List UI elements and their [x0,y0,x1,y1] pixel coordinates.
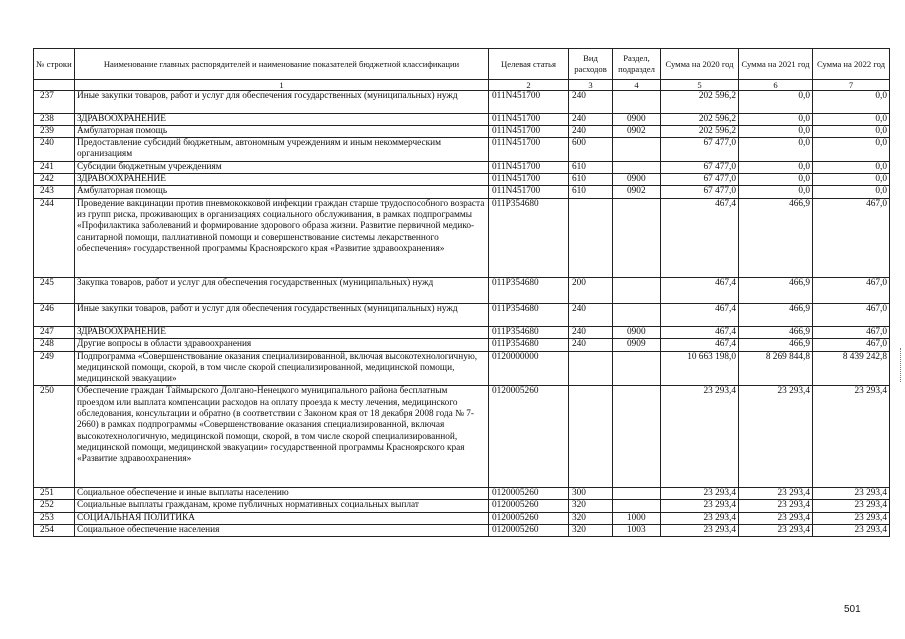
row-section [613,198,661,277]
table-row [34,512,890,524]
row-sum-2020: 467,4 [661,326,739,338]
row-sum-2022: 0,0 [813,91,890,114]
header-sum-2021: Сумма на 2021 год [739,49,813,80]
table-row [34,339,890,351]
row-number: 251 [34,488,75,500]
row-target-article: 0120000000 [489,351,569,386]
row-number: 254 [34,525,75,537]
row-number: 252 [34,500,75,512]
row-expense-type: 240 [569,326,613,338]
row-number: 238 [34,113,75,125]
row-target-article: 0120005260 [489,525,569,537]
row-section [613,386,661,488]
row-target-article: 0120005260 [489,512,569,524]
row-sum-2022: 8 439 242,8 [813,351,890,386]
row-sum-2021: 8 269 844,8 [739,351,813,386]
row-name: Подпрограмма «Совершенствование оказания специализированной, включая высокотехнологичную, медицинской помощи, скорой, в том числе скорой специализированной, медицинской помощи, медицинской эвакуации» [75,351,489,386]
row-sum-2022: 467,0 [813,326,890,338]
row-sum-2020: 23 293,4 [661,386,739,488]
row-sum-2021: 0,0 [739,138,813,162]
row-expense-type: 200 [569,277,613,304]
table-row [34,525,890,537]
row-target-article: 011N451700 [489,174,569,186]
row-sum-2021: 0,0 [739,174,813,186]
row-sum-2021: 0,0 [739,91,813,114]
row-target-article: 011N451700 [489,113,569,125]
row-sum-2020: 23 293,4 [661,500,739,512]
row-target-article: 011N451700 [489,91,569,114]
row-sum-2022: 23 293,4 [813,525,890,537]
table-header [34,49,890,91]
table-row [34,326,890,338]
row-number: 237 [34,91,75,114]
row-name: Проведение вакцинации против пневмококковой инфекции граждан старше трудоспособного возраста из групп риска, проживающих в организациях социального обслуживания, в рамках подпрограммы «Профилактика заболеваний и формирование здорового образа жизни. Развитие первичной медико-санитарной помощи, паллиативной помощи и совершенствование системы лекарственного обеспечения» государственной программы Красноярского края «Развитие здравоохранения» [75,198,489,277]
row-name: Социальные выплаты гражданам, кроме публичных нормативных социальных выплат [75,500,489,512]
row-number: 250 [34,386,75,488]
row-sum-2022: 0,0 [813,125,890,137]
row-section: 1000 [613,512,661,524]
header-row-number: № строки [34,49,75,80]
row-sum-2022: 0,0 [813,174,890,186]
row-sum-2020: 467,4 [661,339,739,351]
table-row [34,91,890,114]
row-section [613,138,661,162]
scan-edge-mark [900,348,902,382]
row-expense-type: 240 [569,125,613,137]
row-number: 242 [34,174,75,186]
row-target-article: 0120005260 [489,500,569,512]
table-row [34,186,890,198]
row-expense-type: 610 [569,174,613,186]
row-sum-2022: 23 293,4 [813,386,890,488]
row-number: 239 [34,125,75,137]
row-target-article: 011N451700 [489,125,569,137]
row-sum-2020: 67 477,0 [661,174,739,186]
row-sum-2020: 202 596,2 [661,113,739,125]
row-section [613,91,661,114]
table-row [34,113,890,125]
row-number: 249 [34,351,75,386]
row-expense-type [569,351,613,386]
header-col-number: 1 [75,80,489,91]
row-expense-type: 300 [569,488,613,500]
row-name: ЗДРАВООХРАНЕНИЕ [75,326,489,338]
row-expense-type: 600 [569,138,613,162]
row-name: Амбулаторная помощь [75,125,489,137]
row-sum-2020: 202 596,2 [661,125,739,137]
row-expense-type: 320 [569,500,613,512]
row-name: Другие вопросы в области здравоохранения [75,339,489,351]
row-number: 244 [34,198,75,277]
row-number: 243 [34,186,75,198]
row-expense-type: 610 [569,186,613,198]
row-sum-2020: 467,4 [661,277,739,304]
row-number: 247 [34,326,75,338]
row-target-article: 0120005260 [489,386,569,488]
row-number: 248 [34,339,75,351]
row-name: Предоставление субсидий бюджетным, автономным учреждениям и иным некоммерческим организациям [75,138,489,162]
row-section: 0900 [613,113,661,125]
row-expense-type [569,198,613,277]
header-col-number: 7 [813,80,890,91]
row-sum-2021: 466,9 [739,326,813,338]
table-row [34,161,890,173]
row-name: Обеспечение граждан Таймырского Долгано-Ненецкого муниципального района бесплатным проездом или выплата компенсации расходов на оплату проезда к месту лечения, медицинского обследования, консультации и обратно (в соответствии с Законом края от 18 декабря 2008 года № 7-2660) в рамках подпрограммы «Совершенствование оказания специализированной, включая высокотехнологичную, медицинской помощи, скорой, в том числе скорой специализированной, медицинской помощи, медицинской эвакуации» государственной программы Красноярского края «Развитие здравоохранения» [75,386,489,488]
row-section [613,304,661,327]
row-sum-2022: 23 293,4 [813,488,890,500]
row-name: Социальное обеспечение населения [75,525,489,537]
row-sum-2021: 23 293,4 [739,525,813,537]
row-expense-type: 240 [569,339,613,351]
header-col-number-blank [34,80,75,91]
row-sum-2020: 10 663 198,0 [661,351,739,386]
row-sum-2021: 23 293,4 [739,500,813,512]
table-row [34,125,890,137]
row-number: 245 [34,277,75,304]
row-expense-type: 610 [569,161,613,173]
row-sum-2020: 23 293,4 [661,525,739,537]
row-expense-type: 320 [569,512,613,524]
header-sum-2020: Сумма на 2020 год [661,49,739,80]
row-name: СОЦИАЛЬНАЯ ПОЛИТИКА [75,512,489,524]
row-name: Субсидии бюджетным учреждениям [75,161,489,173]
row-sum-2021: 0,0 [739,186,813,198]
table-row [34,386,890,488]
row-sum-2020: 67 477,0 [661,138,739,162]
header-sum-2022: Сумма на 2022 год [813,49,890,80]
row-target-article: 011P354680 [489,198,569,277]
row-sum-2022: 0,0 [813,138,890,162]
header-col-number: 3 [569,80,613,91]
page-number: 501 [844,604,861,615]
table-row [34,488,890,500]
row-name: Амбулаторная помощь [75,186,489,198]
row-sum-2021: 0,0 [739,161,813,173]
row-section [613,500,661,512]
row-section: 0902 [613,186,661,198]
row-sum-2021: 0,0 [739,125,813,137]
row-sum-2021: 466,9 [739,277,813,304]
row-sum-2020: 23 293,4 [661,512,739,524]
row-expense-type: 320 [569,525,613,537]
budget-table [33,48,890,537]
row-section: 0900 [613,326,661,338]
row-expense-type: 240 [569,91,613,114]
row-section: 1003 [613,525,661,537]
row-number: 246 [34,304,75,327]
table-row [34,138,890,162]
row-sum-2022: 0,0 [813,113,890,125]
row-target-article: 011P354680 [489,326,569,338]
row-section [613,488,661,500]
row-sum-2022: 467,0 [813,339,890,351]
row-name: Закупка товаров, работ и услуг для обеспечения государственных (муниципальных) нужд [75,277,489,304]
row-expense-type: 240 [569,113,613,125]
header-col-number: 5 [661,80,739,91]
row-sum-2022: 467,0 [813,304,890,327]
row-section: 0902 [613,125,661,137]
row-sum-2022: 467,0 [813,277,890,304]
row-target-article: 011N451700 [489,186,569,198]
row-expense-type [569,386,613,488]
table-row [34,198,890,277]
table-row [34,500,890,512]
row-sum-2020: 67 477,0 [661,186,739,198]
row-section [613,161,661,173]
header-col-number: 4 [613,80,661,91]
row-sum-2021: 466,9 [739,339,813,351]
row-number: 240 [34,138,75,162]
row-sum-2020: 67 477,0 [661,161,739,173]
header-col-number: 6 [739,80,813,91]
row-section [613,351,661,386]
row-expense-type: 240 [569,304,613,327]
row-name: ЗДРАВООХРАНЕНИЕ [75,174,489,186]
row-number: 241 [34,161,75,173]
row-section: 0900 [613,174,661,186]
row-sum-2022: 23 293,4 [813,500,890,512]
row-section [613,277,661,304]
row-number: 253 [34,512,75,524]
table-row [34,277,890,304]
row-target-article: 0120005260 [489,488,569,500]
row-sum-2021: 23 293,4 [739,512,813,524]
table-row [34,174,890,186]
row-sum-2020: 467,4 [661,198,739,277]
row-sum-2022: 0,0 [813,186,890,198]
row-sum-2021: 466,9 [739,198,813,277]
header-section: Раздел, подраздел [613,49,661,80]
row-sum-2022: 23 293,4 [813,512,890,524]
table-body [34,91,890,537]
row-sum-2020: 202 596,2 [661,91,739,114]
row-name: Социальное обеспечение и иные выплаты населению [75,488,489,500]
row-sum-2021: 0,0 [739,113,813,125]
header-target-article: Целевая статья [489,49,569,80]
row-sum-2020: 23 293,4 [661,488,739,500]
header-name: Наименование главных распорядителей и наименование показателей бюджетной классификации [75,49,489,80]
header-col-number: 2 [489,80,569,91]
row-target-article: 011P354680 [489,277,569,304]
table-row [34,304,890,327]
header-expense-type: Вид расходов [569,49,613,80]
row-name: Иные закупки товаров, работ и услуг для обеспечения государственных (муниципальных) нужд [75,91,489,114]
row-sum-2020: 467,4 [661,304,739,327]
row-sum-2022: 0,0 [813,161,890,173]
row-sum-2021: 466,9 [739,304,813,327]
row-target-article: 011N451700 [489,138,569,162]
row-name: Иные закупки товаров, работ и услуг для обеспечения государственных (муниципальных) нужд [75,304,489,327]
row-sum-2022: 467,0 [813,198,890,277]
row-target-article: 011P354680 [489,339,569,351]
table-row [34,351,890,386]
row-name: ЗДРАВООХРАНЕНИЕ [75,113,489,125]
row-section: 0909 [613,339,661,351]
row-target-article: 011N451700 [489,161,569,173]
row-target-article: 011P354680 [489,304,569,327]
row-sum-2021: 23 293,4 [739,488,813,500]
row-sum-2021: 23 293,4 [739,386,813,488]
